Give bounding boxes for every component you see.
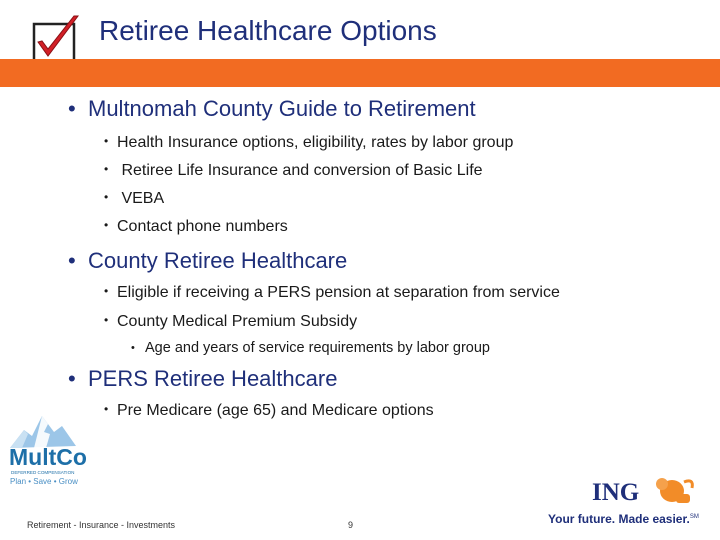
multco-logo — [4, 412, 104, 492]
list-item — [104, 134, 513, 152]
list-item — [104, 162, 483, 180]
multco-name: MultCo — [9, 444, 87, 470]
list-item-text: County Medical Premium Subsidy — [117, 313, 358, 330]
ing-tagline — [548, 512, 699, 526]
section-heading-text: PERS Retiree Healthcare — [88, 366, 338, 391]
service-mark: SM — [689, 514, 699, 520]
list-item-text: Retiree Life Insurance and conversion of Basic Life — [121, 162, 483, 179]
multco-subtitle: DEFERRED COMPENSATION — [11, 470, 75, 475]
ing-name: ING — [592, 479, 640, 506]
multco-tagline: Plan • Save • Grow — [10, 477, 78, 486]
bullet-icon: • — [68, 248, 76, 273]
footer-text: Retirement - Insurance - Investments — [27, 520, 176, 530]
bullet-icon: • — [104, 162, 109, 176]
bullet-icon: • — [104, 313, 109, 327]
section-heading — [68, 366, 337, 392]
section-heading — [68, 248, 347, 274]
list-item-text: Eligible if receiving a PERS pension at separation from service — [117, 284, 560, 301]
list-item-text: Pre Medicare (age 65) and Medicare options — [117, 402, 434, 419]
bullet-icon: • — [131, 342, 135, 354]
list-item-text: Health Insurance options, eligibility, rates by labor group — [117, 134, 514, 151]
bullet-icon: • — [104, 402, 109, 416]
section-heading-text: County Retiree Healthcare — [88, 248, 348, 273]
list-item — [104, 402, 434, 420]
sub-list-item-text: Age and years of service requirements by labor group — [145, 340, 490, 356]
lion-icon — [656, 478, 692, 503]
bullet-icon: • — [104, 218, 109, 232]
bullet-icon: • — [104, 134, 109, 148]
bullet-icon: • — [68, 96, 76, 121]
bullet-icon: • — [104, 284, 109, 298]
bullet-icon: • — [104, 190, 109, 204]
list-item-text: Contact phone numbers — [117, 218, 288, 235]
page-number: 9 — [348, 520, 354, 530]
list-item — [104, 313, 357, 331]
list-item — [104, 284, 560, 302]
list-item-text: VEBA — [121, 190, 165, 207]
bullet-icon: • — [68, 366, 76, 391]
list-item — [104, 218, 288, 236]
header-accent-bar — [0, 59, 720, 87]
section-heading — [68, 96, 476, 122]
list-item — [104, 190, 164, 208]
sub-list-item — [131, 340, 490, 356]
ing-tagline-text: Your future. Made easier. — [548, 512, 690, 526]
section-heading-text: Multnomah County Guide to Retirement — [88, 96, 476, 121]
ing-logo — [590, 472, 702, 508]
page-title: Retiree Healthcare Options — [99, 15, 437, 46]
